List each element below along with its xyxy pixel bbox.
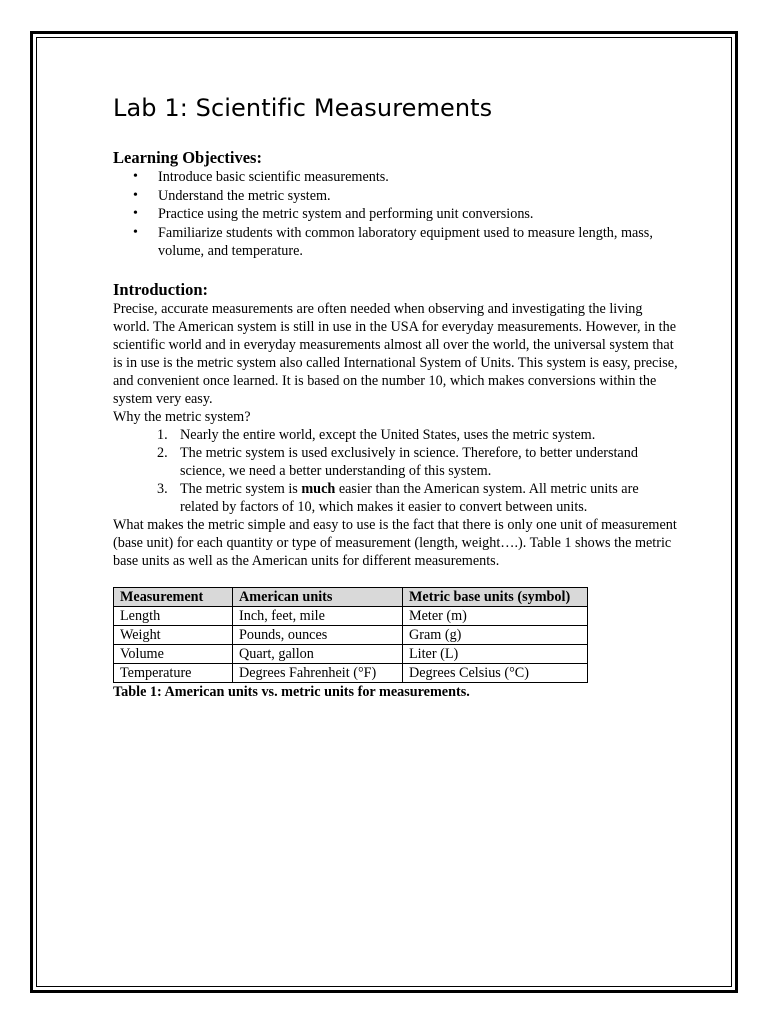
objective-text: Familiarize students with common laboratory equipment used to measure length, mass, volume, and temperature.: [158, 224, 653, 259]
table-cell: Volume: [114, 644, 233, 663]
bullet-icon: •: [133, 169, 138, 184]
objective-item: [113, 224, 678, 261]
table-cell: Meter (m): [403, 606, 588, 625]
table-cell: Liter (L): [403, 644, 588, 663]
objectives-heading: Learning Objectives:: [113, 148, 262, 167]
table-cell: Pounds, ounces: [233, 625, 403, 644]
introduction-paragraph: Precise, accurate measurements are often needed when observing and investigating the living world. The American system is still in use in the USA for everyday measurements. However, in the scientific world and in everyday measurements almost all over the world, the universal system that is in use is the metric system also called International System of Units. This system is easy, precise, and convenient once learned. It is based on the number 10, which makes conversions within the system very easy.: [113, 300, 678, 407]
bullet-icon: •: [133, 206, 138, 221]
objective-item: [113, 187, 678, 206]
reason-number: 2.: [157, 444, 168, 461]
reasons-list: [113, 426, 678, 516]
table-cell: Degrees Fahrenheit (°F): [233, 663, 403, 682]
table-cell: Length: [114, 606, 233, 625]
reason-number: 1.: [157, 426, 168, 443]
reason-text: Nearly the entire world, except the United States, uses the metric system.: [180, 426, 596, 443]
document-content: [113, 93, 678, 701]
table-cell: Temperature: [114, 663, 233, 682]
table-cell: Quart, gallon: [233, 644, 403, 663]
objective-text: Understand the metric system.: [158, 187, 331, 204]
table-row: [114, 625, 588, 644]
objectives-list: [113, 168, 678, 261]
reason-emphasis: much: [301, 480, 336, 497]
table-row: [114, 606, 588, 625]
bullet-icon: •: [133, 224, 138, 240]
table-header-cell: Metric base units (symbol): [403, 587, 588, 606]
reason-number: 3.: [157, 480, 168, 497]
reason-item: [113, 444, 678, 480]
reason-item: [113, 480, 678, 516]
table-row: [114, 644, 588, 663]
table-cell: Inch, feet, mile: [233, 606, 403, 625]
why-metric-question: Why the metric system?: [113, 408, 251, 425]
table-header-cell: American units: [233, 587, 403, 606]
introduction-heading: Introduction:: [113, 279, 209, 299]
table-row: [114, 663, 588, 682]
objective-item: [113, 205, 678, 224]
metric-paragraph: What makes the metric simple and easy to use is the fact that there is only one unit of measurement (base unit) for each quantity or type of measurement (length, weight….). Table 1 shows the metric base units as well as the American units for different measurements.: [113, 516, 677, 569]
reason-item: [113, 426, 678, 444]
objective-text: Practice using the metric system and performing unit conversions.: [158, 206, 534, 222]
table-cell: Weight: [114, 625, 233, 644]
table-cell: Degrees Celsius (°C): [403, 663, 588, 682]
table-cell: Gram (g): [403, 625, 588, 644]
page-title: Lab 1: Scientific Measurements: [113, 94, 493, 122]
table-caption: Table 1: American units vs. metric units for measurements.: [113, 683, 470, 700]
table-header-cell: Measurement: [114, 587, 233, 606]
bullet-icon: •: [133, 187, 138, 203]
reason-text-pre: The metric system is: [180, 480, 302, 497]
reason-text: The metric system is used exclusively in science. Therefore, to better understand science, we need a better understanding of this system.: [180, 444, 638, 479]
objective-item: [113, 168, 678, 187]
objective-text: Introduce basic scientific measurements.: [158, 169, 389, 185]
units-table: [113, 587, 588, 683]
reason-text-post: easier than the American system. All metric units are related by factors of 10, which makes it easier to convert between units.: [180, 480, 639, 515]
table-header-row: [114, 587, 588, 606]
